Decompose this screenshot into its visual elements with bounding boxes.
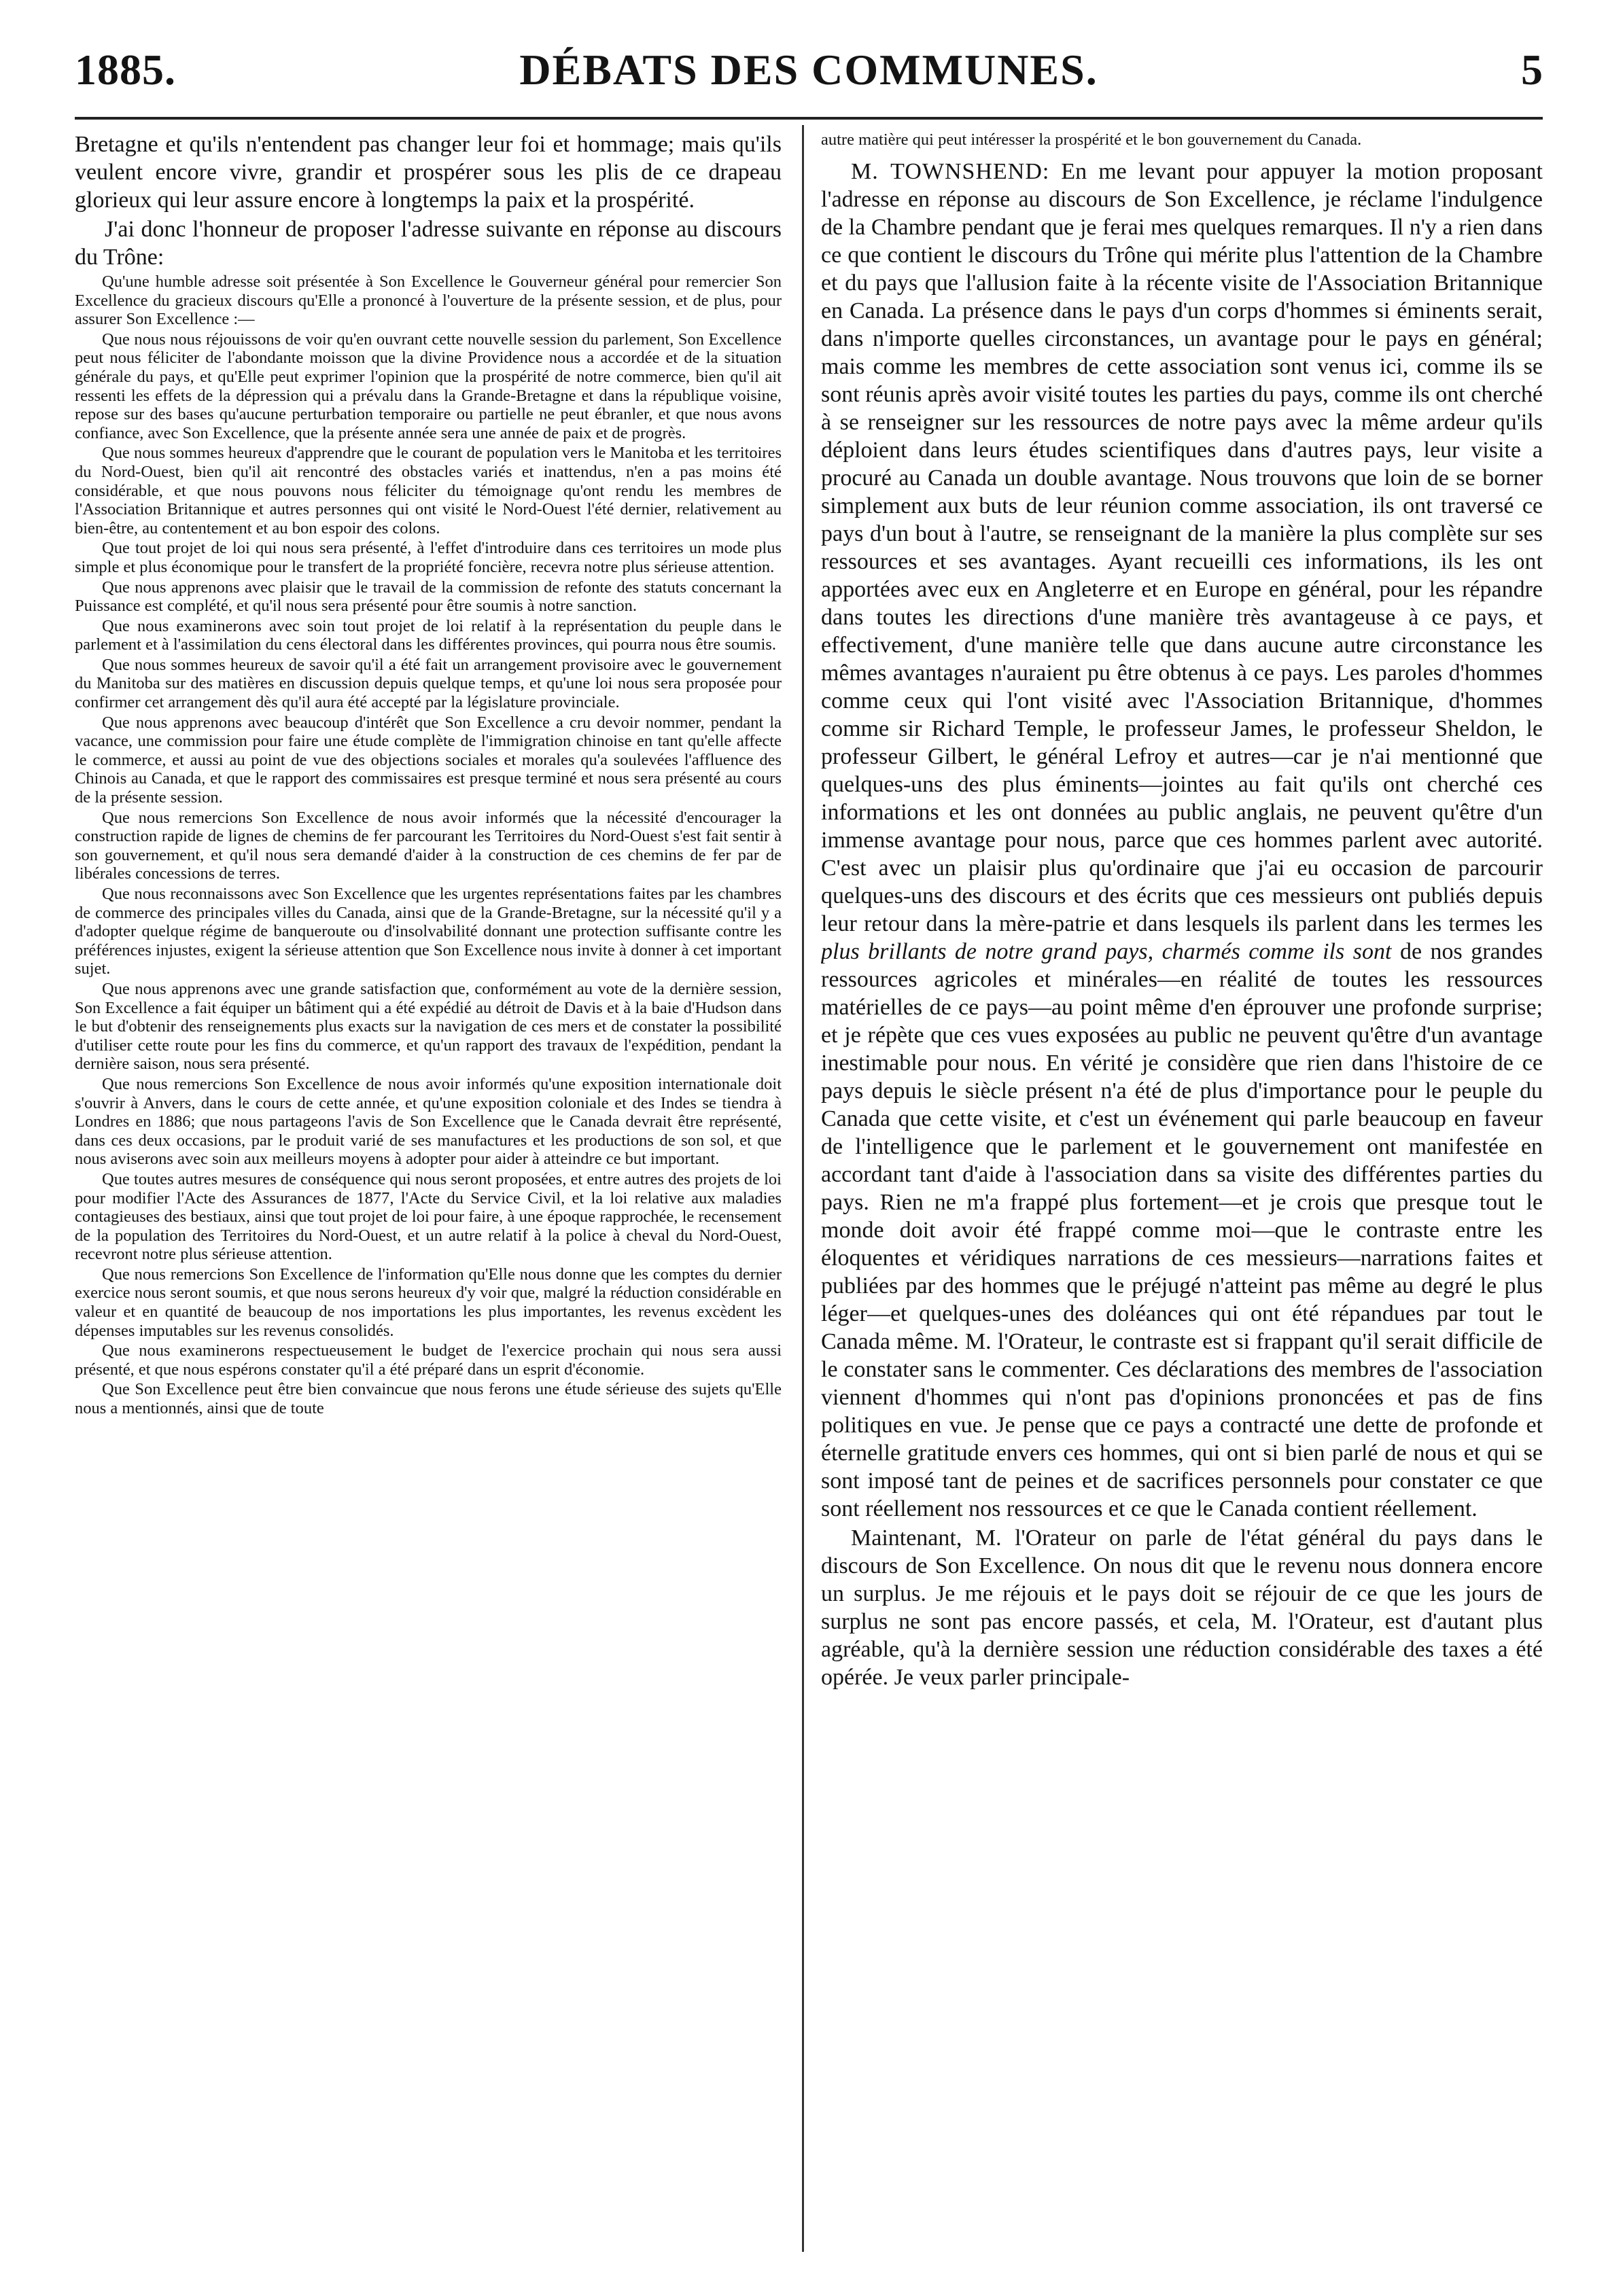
- header-rule: [75, 117, 1543, 120]
- address-paragraph: Que nous remercions Son Excellence de nous avoir informés qu'une exposition internationale doit s'ouvrir à Anvers, dans le cours de cette année, et qu'une exposition coloniale et des Indes se tiendra à Londres en 1886; que nous partageons l'avis de Son Excellence que le Canada devrait être représenté, dans ces deux occasions, par le produit varié de ses manufactures et les productions de son sol, et que nous aviserons avec soin aux meilleurs moyens à adopter pour aider à atteindre ce but important.: [75, 1074, 782, 1169]
- address-paragraph: Que nous sommes heureux d'apprendre que le courant de population vers le Manitoba et les territoires du Nord-Ouest, bien qu'il ait rencontré des obstacles variés et inattendus, n'en a pas moins été considérable, et que nous pouvons nous féliciter du témoignage qu'ont rendu les membres de l'Association Britannique et autres personnes qui ont visité le Nord-Ouest l'été dernier, relativement au bien-être, au contentement et au bon espoir des colons.: [75, 444, 782, 537]
- speaker-name: M. TOWNSHEND:: [851, 158, 1050, 184]
- speech-paragraph: Maintenant, M. l'Orateur on parle de l'état général du pays dans le discours de Son Excellence. On nous dit que le revenu nous donnera encore un surplus. Je me réjouis et le pays doit se réjouir de ce que les jours de surplus ne sont pas encore passés, et cela, M. l'Orateur, est d'autant plus agréable, qu'à la dernière session une réduction considérable des taxes a été opérée. Je veux parler principale-: [821, 1525, 1543, 1690]
- left-column: [75, 130, 782, 2250]
- address-paragraph: Que nous nous réjouissons de voir qu'en ouvrant cette nouvelle session du parlement, Son Excellence peut nous féliciter de l'abondante moisson que la divine Providence nous a accordée et de la situation générale du pays, et qu'Elle peut exprimer l'opinion que la prospérité de notre commerce, bien qu'il ait ressenti les effets de la dépression qui a prévalu dans la Grande-Bretagne et dans la république voisine, repose sur des bases qu'aucune perturbation temporaire ou partielle ne peut ébranler, et que nous avons confiance, avec Son Excellence, que la présente année sera une année de paix et de progrès.: [75, 330, 782, 442]
- column-divider: [802, 125, 804, 2252]
- paragraph: Bretagne et qu'ils n'entendent pas changer leur foi et hommage; mais qu'ils veulent encore vivre, grandir et prospérer sous les plis de ce drapeau glorieux qui leur assure encore à longtemps la paix et la prospérité.: [75, 132, 782, 213]
- page-header: [75, 41, 1543, 109]
- header-year: 1885.: [75, 46, 176, 94]
- address-paragraph: Que nous remercions Son Excellence de nous avoir informés que la nécessité d'encourager la construction rapide de lignes de chemins de fer parcourant les Territoires du Nord-Ouest s'est fait sentir à son gouvernement, et qu'il nous sera demandé d'aider à la construction de ces chemins de fer par de libérales concessions de terres.: [75, 808, 782, 883]
- header-title: DÉBATS DES COMMUNES.: [519, 46, 1098, 94]
- address-paragraph: Que nous examinerons respectueusement le budget de l'exercice prochain qui nous sera aussi présenté, et que nous espérons constater qu'il a été préparé dans un esprit d'économie.: [75, 1341, 782, 1379]
- paragraph: J'ai donc l'honneur de proposer l'adresse suivante en réponse au discours du Trône:: [75, 217, 782, 270]
- address-paragraph: Que nous reconnaissons avec Son Excellence que les urgentes représentations faites par les chambres de commerce des principales villes du Canada, ainsi que de la Grande-Bretagne, sur la nécessité qu'il y a d'adopter quelque régime de banqueroute ou d'insolvabilité donnant une protection suffisante contre les préférences injustes, exigent la sérieuse attention que Son Excellence nous invite à donner à cet important sujet.: [75, 885, 782, 978]
- address-paragraph: Que Son Excellence peut être bien convaincue que nous ferons une étude sérieuse des sujets qu'Elle nous a mentionnés, ainsi que de toute: [75, 1380, 782, 1418]
- address-paragraph: Que nous apprenons avec plaisir que le travail de la commission de refonte des statuts concernant la Puissance est complété, et qu'il nous sera présenté pour être soumis à notre sanction.: [75, 578, 782, 616]
- header-page-number: 5: [1521, 46, 1543, 94]
- right-column: [821, 130, 1543, 2250]
- address-paragraph: Que nous examinerons avec soin tout projet de loi relatif à la représentation du peuple dans le parlement et à l'assimilation du cens électoral dans les différentes provinces, qui pourra nous être soumis.: [75, 616, 782, 654]
- speech-text: de nos grandes ressources agricoles et minérales—en réalité de toutes les ressources matérielles de ce pays—au point même d'en éprouver une profonde surprise; et je répète que ces vues exposées au public ne peuvent qu'être d'un avantage inestimable pour nous. En vérité je considère que rien dans l'histoire de ce pays depuis le siècle présent n'a été de plus d'importance pour le peuple du Canada que cette visite, et c'est un événement qui parle beaucoup en faveur de l'intelligence que le parlement et le gouvernement ont manifestée en accordant tant d'aide à l'association dans sa visite des différentes parties du pays. Rien ne m'a frappé plus fortement—et je crois que presque tout le monde doit avoir été frappé comme moi—que le contraste entre les éloquentes et véridiques narrations de ces messieurs—narrations faites et publiées par des hommes que le préjugé n'atteint pas même au degré le plus léger—et quelques-unes des doléances qui ont été répandues par tout le Canada même. M. l'Orateur, le contraste est si frappant qu'il serait difficile de le constater sans le commenter. Ces déclarations des membres de l'association viennent d'hommes qui n'ont pas d'opinions prononcées et pas de fins politiques en vue. Je pense que ce pays a contracté une dette de profonde et éternelle gratitude envers ces hommes, qui ont si bien parlé de nous et qui se sont imposé tant de peines et de sacrifices personnels pour constater ce que sont réellement nos ressources et ce que le Canada contient réellement.: [821, 938, 1543, 1521]
- address-paragraph: Que nous sommes heureux de savoir qu'il a été fait un arrangement provisoire avec le gouvernement du Manitoba sur des matières en discussion depuis quelque temps, et qu'une loi nous sera proposée pour confirmer cet arrangement dès qu'il aura été accepté par la législature provinciale.: [75, 655, 782, 712]
- address-paragraph: Que nous remercions Son Excellence de l'information qu'Elle nous donne que les comptes du dernier exercice nous seront soumis, et que nous serons heureux d'y voir que, malgré la réduction considérable en valeur et en quantité de beaucoup de nos importations les plus importantes, les revenus excèdent les dépenses imputables sur les revenus consolidés.: [75, 1265, 782, 1340]
- page: [75, 41, 1543, 2256]
- address-continuation: autre matière qui peut intéresser la prospérité et le bon gouvernement du Canada.: [821, 130, 1362, 149]
- address-paragraph: Que nous apprenons avec une grande satisfaction que, conformément au vote de la dernière session, Son Excellence a fait équiper un bâtiment qui a été expédié au détroit de Davis et à la baie d'Hudson dans le but d'obtenir des renseignements plus exacts sur la navigation de ces mers et de constater la possibilité d'utiliser cette route pour les fins du commerce, et qu'un rapport des travaux de l'expédition, pendant la dernière saison, nous sera présenté.: [75, 979, 782, 1074]
- speech-paragraph: [821, 158, 1543, 1523]
- address-paragraph: Que toutes autres mesures de conséquence qui nous seront proposées, et entre autres des projets de loi pour modifier l'Acte des Assurances de 1877, l'Acte du Service Civil, et la loi relative aux maladies contagieuses des bestiaux, ainsi que tout projet de loi pour faire, à une époque rapprochée, le recensement de la population des Territoires du Nord-Ouest, et un autre relatif à la police à cheval du Nord-Ouest, recevront notre plus sérieuse attention.: [75, 1169, 782, 1264]
- address-paragraph: Que tout projet de loi qui nous sera présenté, à l'effet d'introduire dans ces territoires un mode plus simple et plus économique pour le transfert de la propriété foncière, recevra notre plus sérieuse attention.: [75, 539, 782, 576]
- address-paragraph: Qu'une humble adresse soit présentée à Son Excellence le Gouverneur général pour remercier Son Excellence du gracieux discours qu'Elle a prononcé à l'ouverture de la présente session, et de plus, pour assurer Son Excellence :—: [75, 272, 782, 329]
- speech-text-italic: plus brillants de notre grand pays, charmés comme ils sont: [821, 938, 1392, 964]
- speech-text: En me levant pour appuyer la motion proposant l'adresse en réponse au discours de Son Excellence, je réclame l'indulgence de la Chambre pendant que je ferai mes quelques remarques. Il n'y a rien dans ce que contient le discours du Trône qui mérite plus l'attention de la Chambre et du pays que l'allusion faite à la récente visite de l'Association Britannique en Canada. La présence dans le pays d'un corps d'hommes si éminents serait, dans n'importe quelles circonstances, un avantage pour le pays en général; mais comme les membres de cette association sont venus ici, comme ils se sont réunis après avoir visité toutes les parties du pays, comme ils ont cherché à se renseigner sur les ressources de notre pays avec la même ardeur qu'ils déploient dans leurs études scientifiques dans d'autres pays, leur visite a procuré au Canada un double avantage. Nous trouvons que loin de se borner simplement aux buts de leur réunion comme association, ils ont traversé ce pays d'un bout à l'autre, se renseignant de la manière la plus complète sur ses ressources et ses avantages. Ayant recueilli ces informations, ils les ont apportées avec eux en Angleterre et en Europe en général, pour les répandre dans toutes les directions d'une manière très avantageuse à ce pays, et effectivement, d'une manière telle que dans aucune autre circonstance les mêmes avantages n'auraient pu être obtenus à ce pays. Les paroles d'hommes comme ceux qui l'ont visité avec l'Association Britannique, d'hommes comme sir Richard Temple, le professeur James, le professeur Sheldon, le professeur Gilbert, le général Lefroy et autres—car je n'ai mentionné que quelques-uns des plus éminents—jointes au fait qu'ils ont cherché ces informations et les ont données au public anglais, ne peuvent qu'être d'un immense avantage pour nous, parce que ces hommes parlent avec autorité. C'est avec un plaisir plus qu'ordinaire que j'ai eu occasion de parcourir quelques-uns des discours et des écrits que ces messieurs ont publiés depuis leur retour dans la mère-patrie et dans lesquels ils parlent dans les termes les: [821, 158, 1543, 936]
- address-paragraph: Que nous apprenons avec beaucoup d'intérêt que Son Excellence a cru devoir nommer, pendant la vacance, une commission pour faire une étude complète de l'immigration chinoise en tant qu'elle affecte le commerce, et aussi au point de vue des objections sociales et morales qu'a soulevées l'affluence des Chinois au Canada, et que le rapport des commissaires est presque terminé et nous sera présenté au cours de la présente session.: [75, 713, 782, 807]
